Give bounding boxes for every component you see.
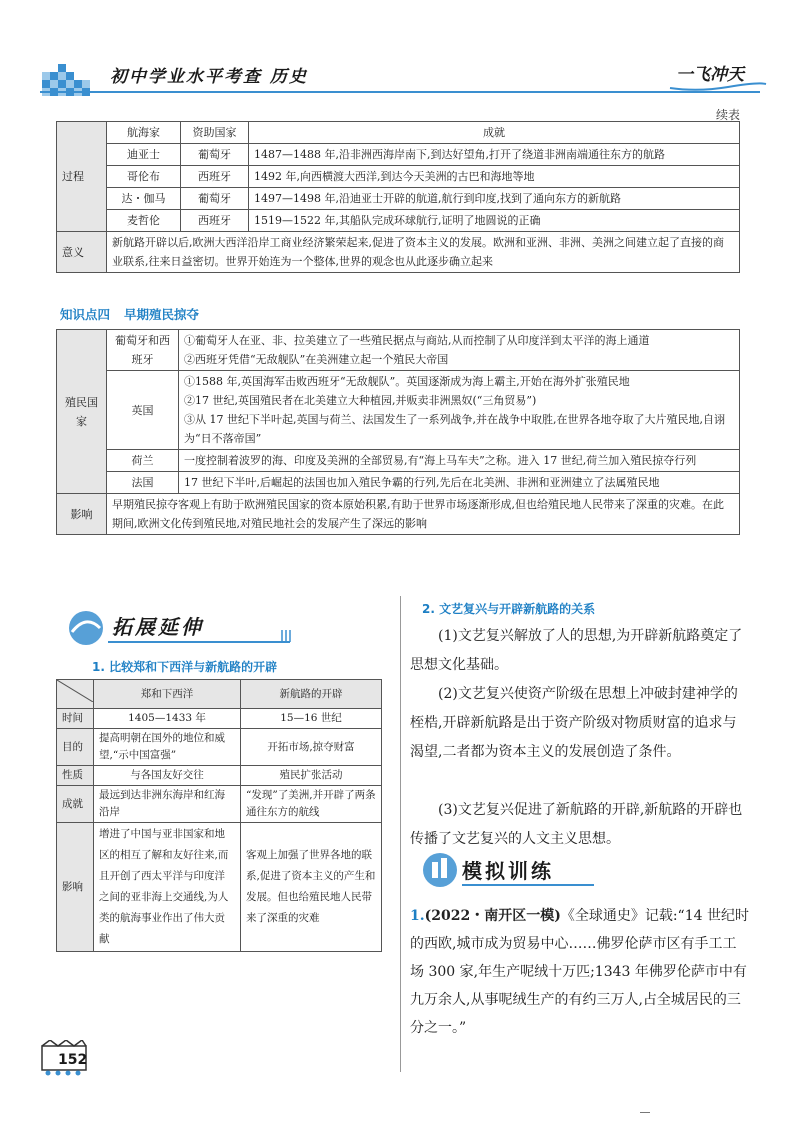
achievement-cell: 1497—1498 年,沿迪亚士开辟的航道,航行到印度,找到了通向东方的新航路	[249, 188, 740, 210]
detail-cell	[179, 371, 740, 450]
row-label: 目的	[57, 729, 94, 766]
footer-mark	[640, 1112, 650, 1113]
country-cell: 葡萄牙	[181, 144, 249, 166]
navigator-cell: 达・伽马	[107, 188, 181, 210]
table-row	[57, 450, 740, 472]
column-divider	[400, 596, 401, 1072]
table-row	[57, 144, 740, 166]
header-title: 初中学业水平考查 历史	[110, 67, 308, 87]
new-route-cell: “发现”了美洲,并开辟了两条通往东方的航线	[241, 786, 382, 823]
zhenghe-cell: 最远到达非洲东海岸和红海沿岸	[94, 786, 241, 823]
table-row	[57, 709, 382, 729]
navigation-process-table	[56, 121, 740, 273]
new-route-cell: 客观上加强了世界各地的联系,促进了资本主义的产生和发展。但也给殖民地人民带来了深重的灾难	[241, 823, 382, 952]
impact-cell: 早期殖民掠夺客观上有助于欧洲殖民国家的资本原始积累,有助于世界市场逐渐形成,但也给殖民地人民带来了深重的灾难。在此期间,欧洲文化传到殖民地,对殖民地社会的发展产生了深远的影响	[107, 494, 740, 535]
achievement-cell: 1492 年,向西横渡大西洋,到达今天美洲的古巴和海地等地	[249, 166, 740, 188]
table-header-row	[57, 122, 740, 144]
navigator-cell: 麦哲伦	[107, 210, 181, 232]
country-cell: 西班牙	[181, 166, 249, 188]
detail-line: 17 世纪下半叶,后崛起的法国也加入殖民争霸的行列,先后在北美洲、非洲和亚洲建立了法属殖民地	[184, 476, 660, 489]
row-label: 时间	[57, 709, 94, 729]
detail-line: ①1588 年,英国海军击败西班牙“无敌舰队”。英国逐渐成为海上霸主,开始在海外扩张殖民地	[184, 375, 630, 388]
detail-line: ②17 世纪,英国殖民者在北美建立大种植园,并贩卖非洲黑奴(“三角贸易”)	[184, 394, 537, 407]
row-label-colonial-states: 殖民国家	[57, 330, 107, 494]
comparison-table	[56, 679, 382, 952]
country-cell: 葡萄牙和西班牙	[107, 330, 179, 371]
table-row	[57, 766, 382, 786]
row-label: 性质	[57, 766, 94, 786]
detail-line: ②西班牙凭借“无敌舰队”在美洲建立起一个殖民大帝国	[184, 353, 449, 366]
table-row	[57, 188, 740, 210]
significance-cell: 新航路开辟以后,欧洲大西洋沿岸工商业经济繁荣起来,促进了资本主义的发展。欧洲和亚洲、非洲、美洲之间建立起了直接的商业联系,往来日益密切。世界开始连为一个整体,世界的观念也从此逐步确立起来	[107, 232, 740, 273]
header-rule	[40, 91, 760, 93]
col-header-achievement: 成就	[249, 122, 740, 144]
knowledge-point-heading	[60, 305, 199, 323]
zhenghe-cell: 与各国友好交往	[94, 766, 241, 786]
row-label-impact: 影响	[57, 494, 107, 535]
zhenghe-cell: 1405—1433 年	[94, 709, 241, 729]
table-row	[57, 371, 740, 450]
table-row	[57, 786, 382, 823]
detail-line: 一度控制着波罗的海、印度及美洲的全部贸易,有“海上马车夫”之称。进入 17 世纪,荷兰加入殖民掠夺行列	[184, 454, 697, 467]
diagonal-line	[57, 680, 93, 702]
table-row	[57, 166, 740, 188]
col-header-navigator: 航海家	[107, 122, 181, 144]
kp-label: 知识点四	[60, 307, 111, 322]
navigator-cell: 迪亚士	[107, 144, 181, 166]
table-row	[57, 330, 740, 371]
detail-cell	[179, 472, 740, 494]
table-row	[57, 729, 382, 766]
country-cell: 英国	[107, 371, 179, 450]
row-label-process: 过程	[57, 122, 107, 232]
header-brand: 一飞冲天	[676, 65, 744, 85]
continued-label: 续表	[716, 108, 741, 122]
diagonal-header-cell	[57, 680, 94, 709]
new-route-cell: 殖民扩张活动	[241, 766, 382, 786]
detail-line: ③从 17 世纪下半叶起,英国与荷兰、法国发生了一系列战争,并在战争中取胜,在世界各地夺取了大片殖民地,自诩为“日不落帝国”	[184, 413, 725, 445]
country-cell: 葡萄牙	[181, 188, 249, 210]
table-row	[57, 823, 382, 952]
new-route-cell: 15—16 世纪	[241, 709, 382, 729]
extension-title: 拓展延伸	[112, 615, 204, 639]
achievement-cell: 1519—1522 年,其船队完成环球航行,证明了地圆说的正确	[249, 210, 740, 232]
col-header-zhenghe: 郑和下西洋	[94, 680, 241, 709]
question-text: 《全球通史》记载:“14 世纪时的西欧,城市成为贸易中心……佛罗伦萨市区有手工工场 300 家,年生产呢绒十万匹;1343 年佛罗伦萨市中有九万余人,从事呢绒生产的有约三万人,占全城居民的三分之一。”	[410, 908, 749, 1036]
row-label: 成就	[57, 786, 94, 823]
country-cell: 西班牙	[181, 210, 249, 232]
col-header-country: 资助国家	[181, 122, 249, 144]
paragraph: (3)文艺复兴促进了新航路的开辟,新航路的开辟也传播了文艺复兴的人文主义思想。	[410, 802, 743, 847]
kp-title: 早期殖民掠夺	[124, 307, 200, 322]
extension-subheading-2: 2. 文艺复兴与开辟新航路的关系	[422, 602, 596, 616]
detail-cell	[179, 330, 740, 371]
header-checker-pattern	[42, 60, 98, 100]
row-label-significance: 意义	[57, 232, 107, 273]
detail-line: ①葡萄牙人在亚、非、拉美建立了一些殖民据点与商站,从而控制了从印度洋到太平洋的海上通道	[184, 334, 650, 347]
extension-subheading-1: 1. 比较郑和下西洋与新航路的开辟	[92, 660, 278, 674]
zhenghe-cell: 提高明朝在国外的地位和威望,“示中国富强”	[94, 729, 241, 766]
question-source: (2022・南开区一模)	[424, 908, 561, 924]
zhenghe-cell: 增进了中国与亚非国家和地区的相互了解和友好往来,而且开创了西太平洋与印度洋之间的亚非海上交通线,为人类的航海事业作出了伟大贡献	[94, 823, 241, 952]
colonial-table	[56, 329, 740, 535]
country-cell: 法国	[107, 472, 179, 494]
achievement-cell: 1487—1488 年,沿非洲西海岸南下,到达好望角,打开了绕道非洲南端通往东方的航路	[249, 144, 740, 166]
table-row	[57, 210, 740, 232]
table-row	[57, 472, 740, 494]
col-header-new-route: 新航路的开辟	[241, 680, 382, 709]
navigator-cell: 哥伦布	[107, 166, 181, 188]
table-row-significance	[57, 232, 740, 273]
paragraph: (2)文艺复兴使资产阶级在思想上冲破封建神学的桎梏,开辟新航路是出于资产阶级对物质财富的追求与渴望,二者都为资本主义的发展创造了条件。	[410, 686, 738, 760]
table-row-impact	[57, 494, 740, 535]
paragraph: (1)文艺复兴解放了人的思想,为开辟新航路奠定了思想文化基础。	[410, 628, 743, 673]
country-cell: 荷兰	[107, 450, 179, 472]
question-1	[410, 902, 750, 1042]
mock-training-title: 模拟训练	[462, 859, 554, 883]
detail-cell	[179, 450, 740, 472]
new-route-cell: 开拓市场,掠夺财富	[241, 729, 382, 766]
page-number: 152	[58, 1052, 88, 1068]
question-number: 1.	[410, 908, 425, 924]
row-label: 影响	[57, 823, 94, 952]
table-header-row	[57, 680, 382, 709]
